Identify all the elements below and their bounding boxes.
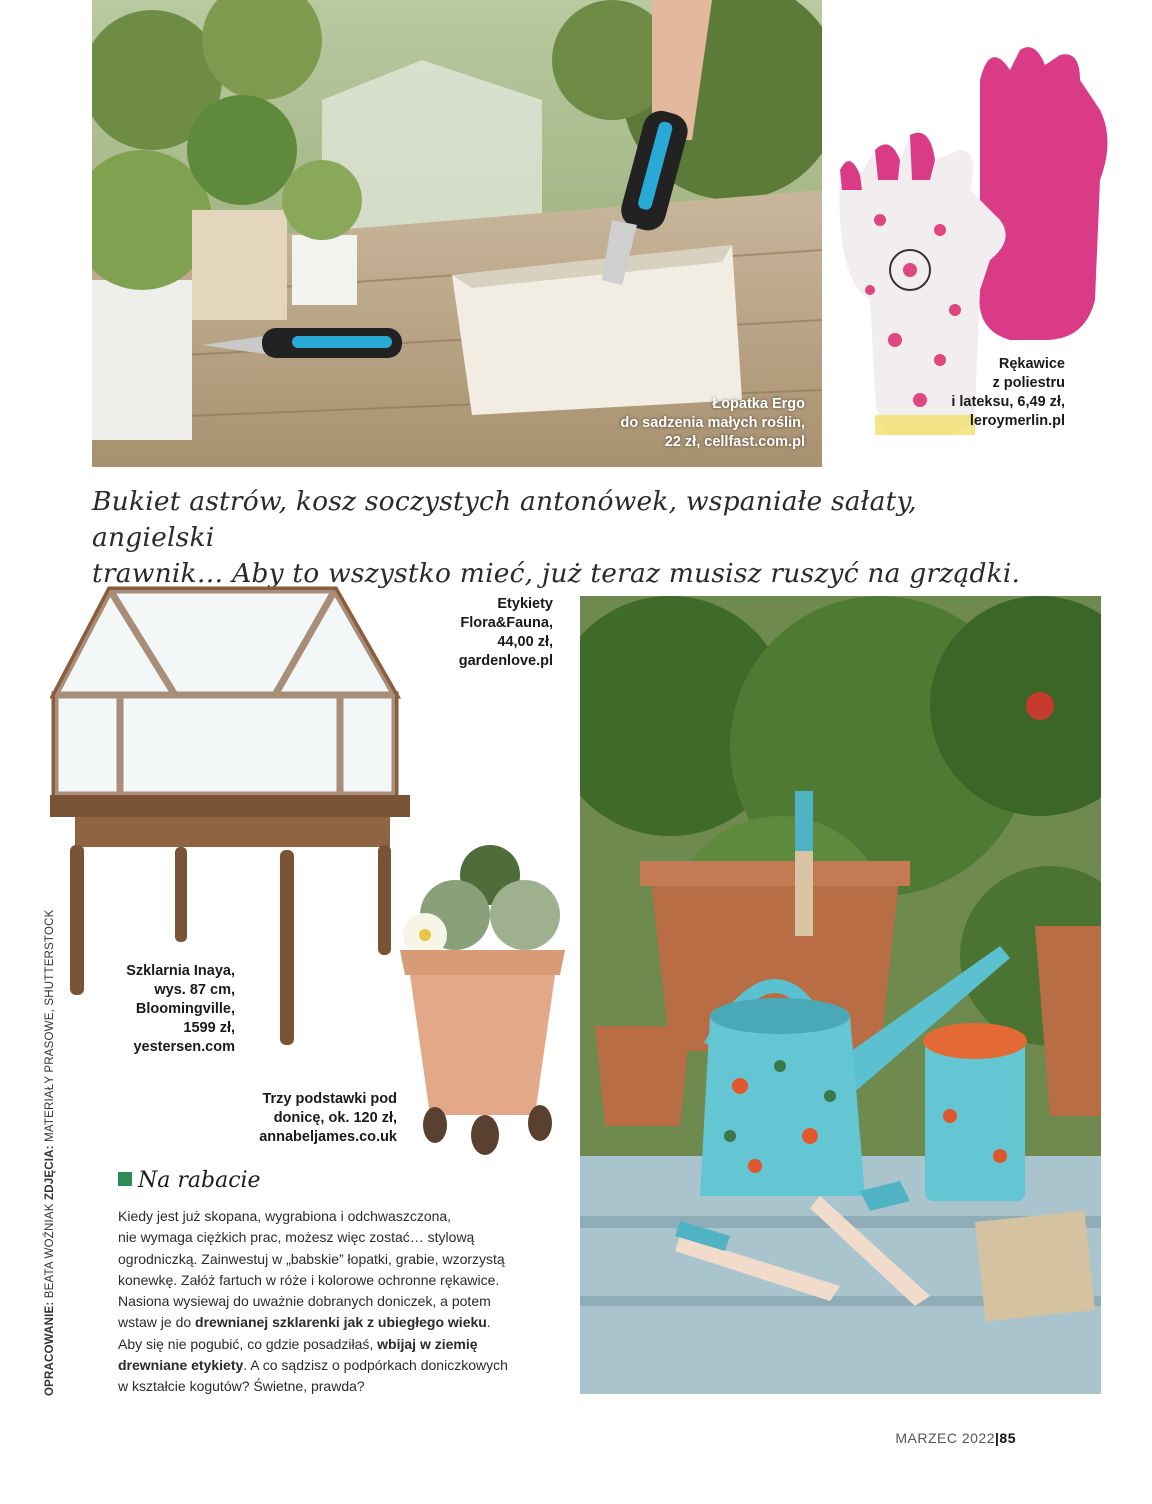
section-square-icon xyxy=(118,1172,132,1186)
body-line: ogrodniczką. Zainwestuj w „babskie” łopatki, grabie, wzorzystą xyxy=(118,1250,505,1267)
labels-caption xyxy=(420,595,553,671)
credit-label: OPRACOWANIE: xyxy=(44,1301,56,1396)
body-line: w kształcie kogutów? Świetne, prawda? xyxy=(118,1378,365,1395)
credit-value: BEATA WOŹNIAK xyxy=(44,1199,56,1302)
photo-credit xyxy=(44,910,56,1396)
body-line xyxy=(118,1334,558,1355)
gloves-caption-line: z poliestru xyxy=(992,375,1065,391)
greenhouse-caption xyxy=(80,962,235,1057)
labels-caption-line: Flora&Fauna, xyxy=(460,615,553,631)
labels-caption-line: gardenlove.pl xyxy=(458,653,553,669)
pot-feet-caption-line: annabeljames.co.uk xyxy=(259,1129,397,1145)
greenhouse-caption-line: Szklarnia Inaya, xyxy=(126,963,235,979)
credit-label: ZDJĘCIA: xyxy=(44,1145,56,1200)
body-text-run: . xyxy=(486,1314,491,1331)
body-bold-run: drewniane etykiety xyxy=(118,1357,244,1374)
body-bold-run: drewnianej szklarenki jak z ubiegłego wieku xyxy=(195,1314,487,1331)
body-line: konewkę. Załóż fartuch w róże i kolorowe ochronne rękawice. xyxy=(118,1271,500,1288)
gloves-caption-line: leroymerlin.pl xyxy=(969,413,1065,429)
pot-photo xyxy=(395,825,575,1160)
trowel-caption xyxy=(560,395,805,452)
labels-caption-line: 44,00 zł, xyxy=(497,634,553,650)
pot-feet-caption-line: Trzy podstawki pod xyxy=(262,1091,397,1107)
watering-can-photo xyxy=(580,596,1101,1394)
lead-paragraph xyxy=(92,484,1022,592)
section-title: Na rabacie xyxy=(138,1168,261,1193)
pot-art xyxy=(395,825,575,1160)
lead-line: trawnik… Aby to wszystko mieć, już teraz musisz ruszyć na grządki. xyxy=(92,558,1021,589)
gloves-caption xyxy=(900,355,1065,431)
lead-line: Bukiet astrów, kosz soczystych antonówek, wspaniałe sałaty, angielski xyxy=(92,486,917,553)
section-body xyxy=(118,1206,558,1398)
gloves-caption-line: Rękawice xyxy=(998,356,1065,372)
body-line xyxy=(118,1312,558,1333)
body-line xyxy=(118,1355,558,1376)
section-heading xyxy=(118,1168,261,1193)
body-line: Kiedy jest już skopana, wygrabiona i odchwaszczona, xyxy=(118,1208,452,1224)
greenhouse-caption-line: wys. 87 cm, xyxy=(154,982,235,998)
gloves-caption-line: i lateksu, 6,49 zł, xyxy=(951,394,1065,410)
pot-feet-caption-line: donicę, ok. 120 zł, xyxy=(273,1110,397,1126)
folio-month: MARZEC 2022 xyxy=(895,1430,995,1446)
body-line: Nasiona wysiewaj do uważnie dobranych doniczek, a potem xyxy=(118,1293,491,1310)
greenhouse-caption-line: yestersen.com xyxy=(133,1039,235,1055)
body-text-run: . A co sądzisz o podpórkach doniczkowych xyxy=(243,1357,508,1374)
trowel-caption-line: Łopatka Ergo xyxy=(712,396,805,412)
body-text-run: Aby się nie pogubić, co gdzie posadziłaś, xyxy=(118,1335,378,1352)
trowel-caption-line: 22 zł, cellfast.com.pl xyxy=(664,434,805,450)
pot-feet-caption xyxy=(230,1090,397,1147)
body-bold-run: wbijaj w ziemię xyxy=(377,1335,478,1352)
body-line: nie wymaga ciężkich prac, możesz więc zostać… stylową xyxy=(118,1229,475,1246)
trowel-caption-line: do sadzenia małych roślin, xyxy=(620,415,805,431)
greenhouse-caption-line: 1599 zł, xyxy=(183,1020,235,1036)
body-text-run: wstaw je do xyxy=(118,1314,196,1331)
page-number: 85 xyxy=(999,1430,1016,1446)
greenhouse-caption-line: Bloomingville, xyxy=(135,1001,235,1017)
credit-value: MATERIAŁY PRASOWE, SHUTTERSTOCK xyxy=(44,909,56,1146)
watering-can-art xyxy=(580,596,1101,1394)
folio-separator: | xyxy=(995,1430,1000,1446)
labels-caption-line: Etykiety xyxy=(497,596,553,612)
page-folio xyxy=(895,1430,1016,1446)
